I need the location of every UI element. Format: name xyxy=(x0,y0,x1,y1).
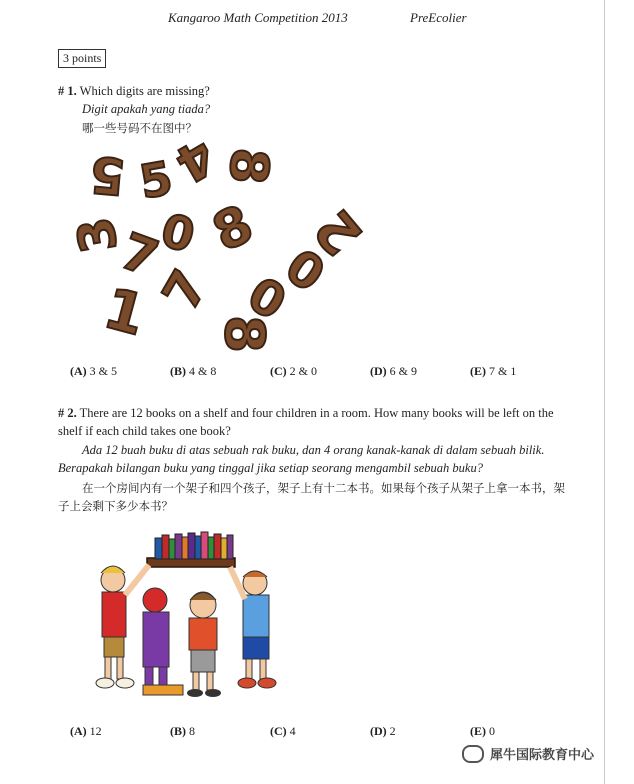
q1-option-c[interactable] xyxy=(270,364,317,379)
option-text: 4 & 8 xyxy=(189,364,217,378)
digit-8c: 8 xyxy=(212,315,276,353)
q2-option-a[interactable] xyxy=(70,724,102,739)
page-edge xyxy=(604,0,605,784)
q1-option-e[interactable] xyxy=(470,364,516,379)
q2-option-b[interactable] xyxy=(170,724,195,739)
q1-option-d[interactable] xyxy=(370,364,417,379)
option-label: (C) xyxy=(270,724,287,738)
q1-number: # 1. xyxy=(58,84,77,98)
digit-0c: 0 xyxy=(238,266,296,332)
option-text: 8 xyxy=(189,724,195,738)
digit-7b: 7 xyxy=(151,260,220,320)
q2-malay-1: Ada 12 buah buku di atas sebuah rak buku, dan 4 orang kanak-kanak di dalam sebuah bilik. xyxy=(82,443,545,457)
option-label: (B) xyxy=(170,724,186,738)
digit-1: 1 xyxy=(97,276,152,349)
q1-malay: Digit apakah yang tiada? xyxy=(82,102,211,116)
option-label: (D) xyxy=(370,724,387,738)
q2-number: # 2. xyxy=(58,406,77,420)
option-label: (E) xyxy=(470,724,486,738)
watermark xyxy=(462,744,594,763)
option-label: (B) xyxy=(170,364,186,378)
watermark-text: 犀牛国际教育中心 xyxy=(490,748,595,763)
q1-english: Which digits are missing? xyxy=(79,84,210,98)
q2-option-d[interactable] xyxy=(370,724,396,739)
option-text: 12 xyxy=(89,724,102,738)
option-text: 2 xyxy=(389,724,396,738)
q2-chinese-1: 在一个房间内有一个架子和四个孩子，架子上有十二本书。如果每个孩子从架子上拿一本书，架 xyxy=(82,481,565,495)
q2-malay-2: Berapakah bilangan buku yang tinggal jika setiap seorang mengambil sebuah buku? xyxy=(58,461,483,475)
q2-english-1: There are 12 books on a shelf and four children in a room. How many books will be left on the xyxy=(79,406,554,420)
points-box: 3 points xyxy=(58,49,106,68)
digit-4: 4 xyxy=(165,126,225,194)
digit-2: 2 xyxy=(302,197,375,267)
digit-3: 3 xyxy=(65,212,129,258)
option-text: 7 & 1 xyxy=(489,364,517,378)
option-label: (A) xyxy=(70,364,87,378)
digit-8b: 8 xyxy=(204,194,263,264)
q1-chinese: 哪一些号码不在图中？ xyxy=(82,121,197,135)
q1-option-b[interactable] xyxy=(170,364,216,379)
digit-8a: 8 xyxy=(216,145,280,187)
digit-5b: 5 xyxy=(135,150,177,210)
q2-option-e[interactable] xyxy=(470,724,495,739)
wechat-icon xyxy=(462,745,484,763)
digit-0a: 0 xyxy=(155,202,201,264)
q2-line1 xyxy=(58,404,588,422)
option-text: 0 xyxy=(489,724,495,738)
digit-0b: 0 xyxy=(274,238,335,304)
children-bookshelf-illustration xyxy=(85,525,285,707)
option-label: (A) xyxy=(70,724,87,738)
digit-5a: 5 xyxy=(87,144,128,206)
q1-option-a[interactable] xyxy=(70,364,117,379)
q1-line xyxy=(58,82,210,100)
option-label: (D) xyxy=(370,364,387,378)
option-text: 2 & 0 xyxy=(289,364,318,378)
header-title: Kangaroo Math Competition 2013 xyxy=(168,10,348,25)
option-text: 3 & 5 xyxy=(89,364,118,378)
option-label: (E) xyxy=(470,364,486,378)
q2-chinese-2: 子上会剩下多少本书？ xyxy=(58,499,173,513)
digit-7a: 7 xyxy=(113,221,166,289)
option-text: 6 & 9 xyxy=(389,364,418,378)
option-label: (C) xyxy=(270,364,287,378)
header-level: PreEcolier xyxy=(410,10,467,25)
option-text: 4 xyxy=(289,724,296,738)
q2-english-2: shelf if each child takes one book? xyxy=(58,424,231,438)
q2-option-c[interactable] xyxy=(270,724,296,739)
